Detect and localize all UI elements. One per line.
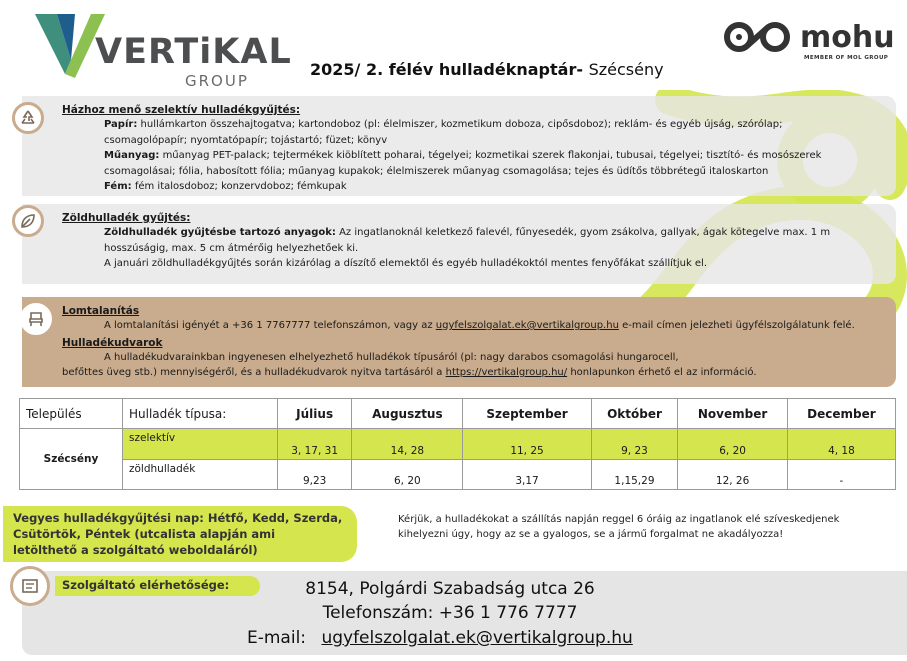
table-row-selective [20,429,896,460]
mixed-line-1: Vegyes hulladékgyűjtési nap: Hétfő, Kedd, Szerda, [13,511,343,525]
notice-line-2: kihelyezni úgy, hogy az se a gyalogos, se a jármű forgalmat ne akadályozza! [398,529,784,540]
date-cell: 1,15,29 [591,459,678,490]
mohu-infinity-icon [722,20,794,54]
yard-line-2 [62,365,886,381]
table-row-green [20,459,896,490]
brand-name: VERTiKAL [95,32,292,72]
plastic-label: Műanyag: [104,150,160,161]
bulky-email-link[interactable]: ugyfelszolgalat.ek@vertikalgroup.hu [435,320,619,331]
mixed-line-3: letölthető a szolgáltató weboldaláról) [13,543,258,557]
paper-text-1: hullámkarton összehajtogatva; kartondoboz (pl: élelmiszer, kozmetikum doboza, cipősdoboz); reklám- és egyéb újság, szórólap; [140,119,783,130]
leaf-icon [12,205,44,237]
header-settlement: Település [20,399,123,429]
date-cell: 14, 28 [352,429,463,460]
mixed-collection-box [3,506,357,562]
header-month: Július [278,399,352,429]
yard-text-1: A hulladékudvarainkban ingyenesen elhelyezhető hulladékok típusáról (pl: nagy darabos csomagolási hungarocell, [104,351,679,363]
bulky-title: Lomtalanítás [62,305,140,317]
date-cell: 12, 26 [678,459,787,490]
green-items-line [62,225,886,241]
contact-phone: Telefonszám: +36 1 776 7777 [322,603,578,623]
mohu-logo [722,18,895,68]
green-items-label: Zöldhulladék gyűjtésbe tartozó anyagok: [104,227,336,238]
metal-label: Fém: [104,181,132,192]
bulky-line [62,318,886,334]
furniture-icon [20,303,52,335]
yard-text-2-before: befőttes üveg stb.) mennyiségéről, és a hulladékudvarok nyitva tartásáról a [62,367,443,378]
date-cell: 3, 17, 31 [278,429,352,460]
partner-sub: MEMBER OF MOL GROUP [804,55,889,61]
paper-text-2: csomagolópapír; nyomtatópapír; tojástartó; füzet; könyv [104,134,388,146]
green-items-text-1: Az ingatlanoknál keletkező falevél, fűnyesedék, gyom zsákolva, gallyak, ágak kötegelve max. 1 m [339,227,831,238]
contact-email-line [247,628,633,648]
date-cell: 9,23 [278,459,352,490]
date-cell: 11, 25 [463,429,591,460]
date-cell: 6, 20 [678,429,787,460]
paper-line [62,117,886,133]
date-cell: 4, 18 [787,429,895,460]
bulky-panel [22,297,896,387]
page-title-city: Szécsény [588,60,664,79]
yard-website-link[interactable]: https://vertikalgroup.hu/ [445,367,568,378]
header-month: Augusztus [352,399,463,429]
yard-title: Hulladékudvarok [62,336,163,349]
type-cell: szelektív [123,429,278,460]
date-cell: 6, 20 [352,459,463,490]
mixed-line-2: Csütörtök, Péntek (utcalista alapján ami [13,527,276,541]
selective-panel [22,96,896,196]
schedule-table [19,398,896,490]
bulky-text-after: e-mail címen jelezheti ügyfélszolgálatunk felé. [622,320,855,331]
selective-title: Házhoz menő szelektív hulladékgyűjtés: [62,104,301,116]
green-panel [22,204,896,284]
partner-name: mohu [800,20,895,55]
yard-text-2-after: honlapunkon érhető el az információ. [570,367,757,378]
green-january-text: A januári zöldhulladékgyűjtés során kizárólag a díszítő elemektől és egyéb hulladékoktól mentes fenyőfákat szállítjuk el. [104,258,708,269]
green-items-text-2: hosszúságig, max. 5 cm átmérőig helyezhetőek ki. [104,242,359,254]
page-title [310,60,664,79]
metal-text: fém italosdoboz; konzervdoboz; fémkupak [134,181,347,192]
contact-email-label: E-mail: [247,628,307,648]
type-cell: zöldhulladék [123,459,278,490]
header-month: November [678,399,787,429]
bulky-text-before: A lomtalanítási igényét a +36 1 7767777 telefonszámon, vagy az [104,320,433,331]
date-cell: 3,17 [463,459,591,490]
header-month: December [787,399,895,429]
date-cell: - [787,459,895,490]
notice-line-1: Kérjük, a hulladékokat a szállítás napján reggel 6 óráig az ingatlanok elé szíveskedjenek [398,514,840,525]
plastic-text-1: műanyag PET-palack; tejtermékek kiöblített poharai, tégelyei; kozmetikai szerek flakonjai, tubusai, tégelyei; tisztító- és mosószerek [162,150,822,161]
city-cell: Szécsény [20,429,123,490]
contact-email-link[interactable]: ugyfelszolgalat.ek@vertikalgroup.hu [321,628,633,648]
contact-card-icon [10,566,50,606]
metal-line [62,179,886,195]
green-title: Zöldhulladék gyűjtés: [62,212,191,224]
header-month: Október [591,399,678,429]
vertikal-logo [35,12,292,92]
header-month: Szeptember [463,399,591,429]
page-title-main: 2025/ 2. félév hulladéknaptár- [310,60,583,79]
contact-label: Szolgáltató elérhetősége: [62,578,230,592]
date-cell: 9, 23 [591,429,678,460]
schedule-header-row [20,399,896,429]
paper-label: Papír: [104,119,138,130]
contact-address: 8154, Polgárdi Szabadság utca 26 [305,579,595,599]
brand-sub: GROUP [185,72,249,90]
plastic-line [62,148,886,164]
header-waste-type: Hulladék típusa: [123,399,278,429]
placement-notice [398,512,858,542]
recycle-icon [12,102,44,134]
plastic-text-2: csomagolásai; fólia, habosított fólia; műanyag kupakok; élelmiszerek műanyag csomagolása; tejes és üdítős többrétegű italoskarton [104,165,769,177]
